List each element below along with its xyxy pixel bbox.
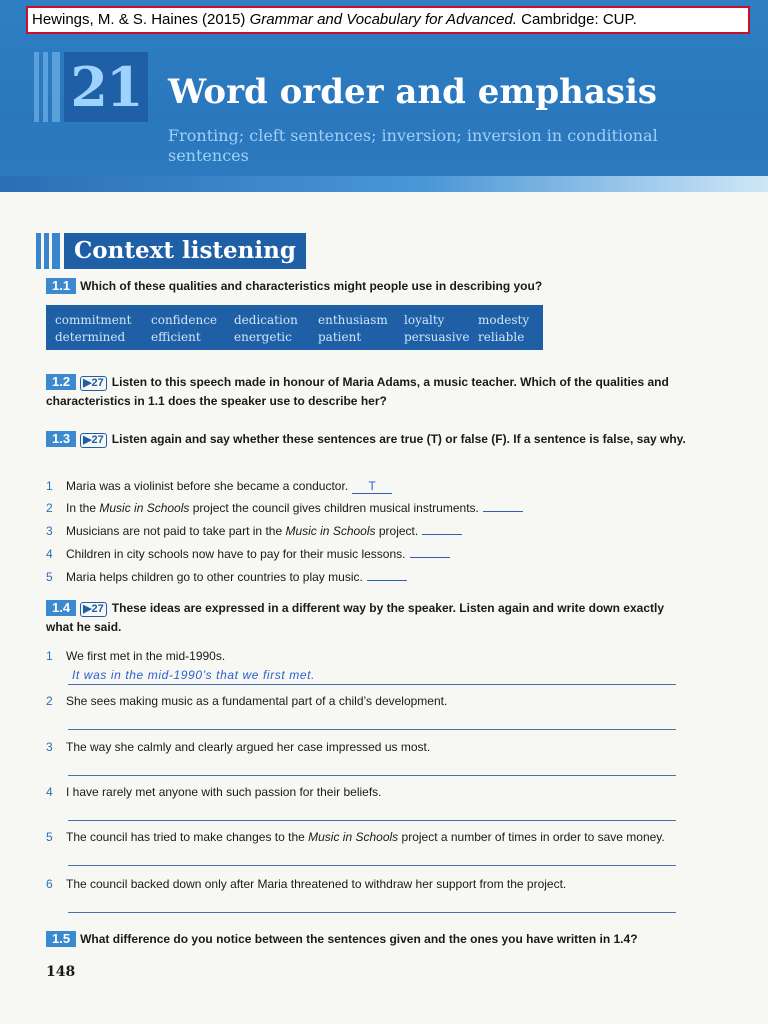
section-title: Context listening	[64, 233, 306, 269]
item-text: The way she calmly and clearly argued her case impressed us most.	[66, 740, 431, 754]
header-band	[0, 176, 768, 192]
task-1-1	[46, 277, 686, 296]
item-text: project a number of times in order to save money.	[398, 830, 665, 844]
task-number-badge: 1.1	[46, 278, 76, 294]
quality-word: confidence	[151, 313, 218, 327]
quality-word: efficient	[151, 330, 201, 344]
answer-line[interactable]	[68, 847, 676, 866]
item-text-italic: Music in Schools	[285, 524, 376, 538]
quality-word: persuasive	[404, 330, 470, 344]
item-text: I have rarely met anyone with such passion for their beliefs.	[66, 785, 382, 799]
task-number-badge: 1.2	[46, 374, 76, 390]
item-text-italic: Music in Schools	[99, 501, 190, 515]
task-1-4	[46, 599, 686, 637]
task-1-2	[46, 373, 686, 411]
item-number: 4	[46, 785, 53, 799]
item-number: 6	[46, 877, 53, 891]
quality-word: dedication	[234, 313, 298, 327]
task-instruction: Which of these qualities and characteristics might people use in describing you?	[80, 279, 543, 293]
item-text: project the council gives children musical instruments.	[189, 501, 479, 515]
task-instruction: These ideas are expressed in a different way by the speaker. Listen again and write down exactly what he said.	[46, 601, 665, 634]
unit-title: Word order and emphasis	[168, 72, 658, 112]
answer-field[interactable]	[483, 499, 523, 512]
qualities-box	[46, 305, 543, 350]
task-instruction: What difference do you notice between the sentences given and the ones you have written in 1.4?	[80, 932, 638, 946]
audio-track-number: 27	[91, 377, 104, 389]
quality-word: energetic	[234, 330, 292, 344]
task-number-badge: 1.3	[46, 431, 76, 447]
quality-word: determined	[55, 330, 126, 344]
citation-book-title: Grammar and Vocabulary for Advanced.	[249, 11, 517, 28]
item-text: Children in city schools now have to pay for their music lessons.	[66, 547, 406, 561]
quality-word: loyalty	[404, 313, 445, 327]
unit-number: 21	[64, 52, 148, 122]
quality-word: modesty	[478, 313, 530, 327]
audio-track-number: 27	[91, 603, 104, 615]
answer-field[interactable]: T	[352, 479, 392, 494]
handwritten-answer: It was in the mid-1990’s that we first met.	[72, 668, 316, 682]
item-text: project.	[375, 524, 419, 538]
audio-track-icon[interactable]: ▶27	[80, 433, 107, 448]
task-1-3	[46, 430, 686, 449]
answer-line[interactable]	[68, 802, 676, 821]
item-text: The council backed down only after Maria threatened to withdraw her support from the project.	[66, 877, 567, 891]
unit-subtitle: Fronting; cleft sentences; inversion; inversion in conditional sentences	[168, 126, 658, 165]
item-number: 2	[46, 694, 53, 708]
item-text: Musicians are not paid to take part in the	[66, 524, 286, 538]
answer-line[interactable]	[68, 711, 676, 730]
item-text-italic: Music in Schools	[308, 830, 399, 844]
citation-authors: Hewings, M. & S. Haines (2015)	[32, 11, 246, 28]
answer-field[interactable]	[367, 568, 407, 581]
page-number: 148	[46, 964, 76, 980]
item-number: 4	[46, 547, 53, 561]
audio-track-icon[interactable]: ▶27	[80, 376, 107, 391]
audio-track-icon[interactable]: ▶27	[80, 602, 107, 617]
item-text: Maria was a violinist before she became a conductor.	[66, 479, 349, 493]
item-text: The council has tried to make changes to the	[66, 830, 309, 844]
answer-line[interactable]	[68, 894, 676, 913]
answer-field[interactable]	[410, 545, 450, 558]
item-text: Maria helps children go to other countries to play music.	[66, 570, 363, 584]
citation-publisher: Cambridge: CUP.	[521, 11, 637, 28]
task-number-badge: 1.4	[46, 600, 76, 616]
task-instruction: Listen again and say whether these sentences are true (T) or false (F). If a sentence is false, say why.	[111, 432, 686, 446]
task-1-5	[46, 930, 686, 949]
item-number: 3	[46, 524, 53, 538]
item-number: 2	[46, 501, 53, 515]
item-text: In the	[66, 501, 100, 515]
item-number: 3	[46, 740, 53, 754]
quality-word: commitment	[55, 313, 132, 327]
citation-box	[26, 6, 750, 34]
item-number: 1	[46, 649, 53, 663]
audio-track-number: 27	[91, 434, 104, 446]
item-text: She sees making music as a fundamental part of a child’s development.	[66, 694, 448, 708]
quality-word: patient	[318, 330, 362, 344]
answer-field[interactable]	[422, 522, 462, 535]
item-number: 5	[46, 830, 53, 844]
task-number-badge: 1.5	[46, 931, 76, 947]
item-number: 1	[46, 479, 53, 493]
answer-line[interactable]	[68, 757, 676, 776]
quality-word: enthusiasm	[318, 313, 388, 327]
item-text: We first met in the mid-1990s.	[66, 649, 226, 663]
quality-word: reliable	[478, 330, 525, 344]
item-number: 5	[46, 570, 53, 584]
task-instruction: Listen to this speech made in honour of Maria Adams, a music teacher. Which of the qualities and characteristics in 1.1 does the speaker use to describe her?	[46, 375, 669, 408]
